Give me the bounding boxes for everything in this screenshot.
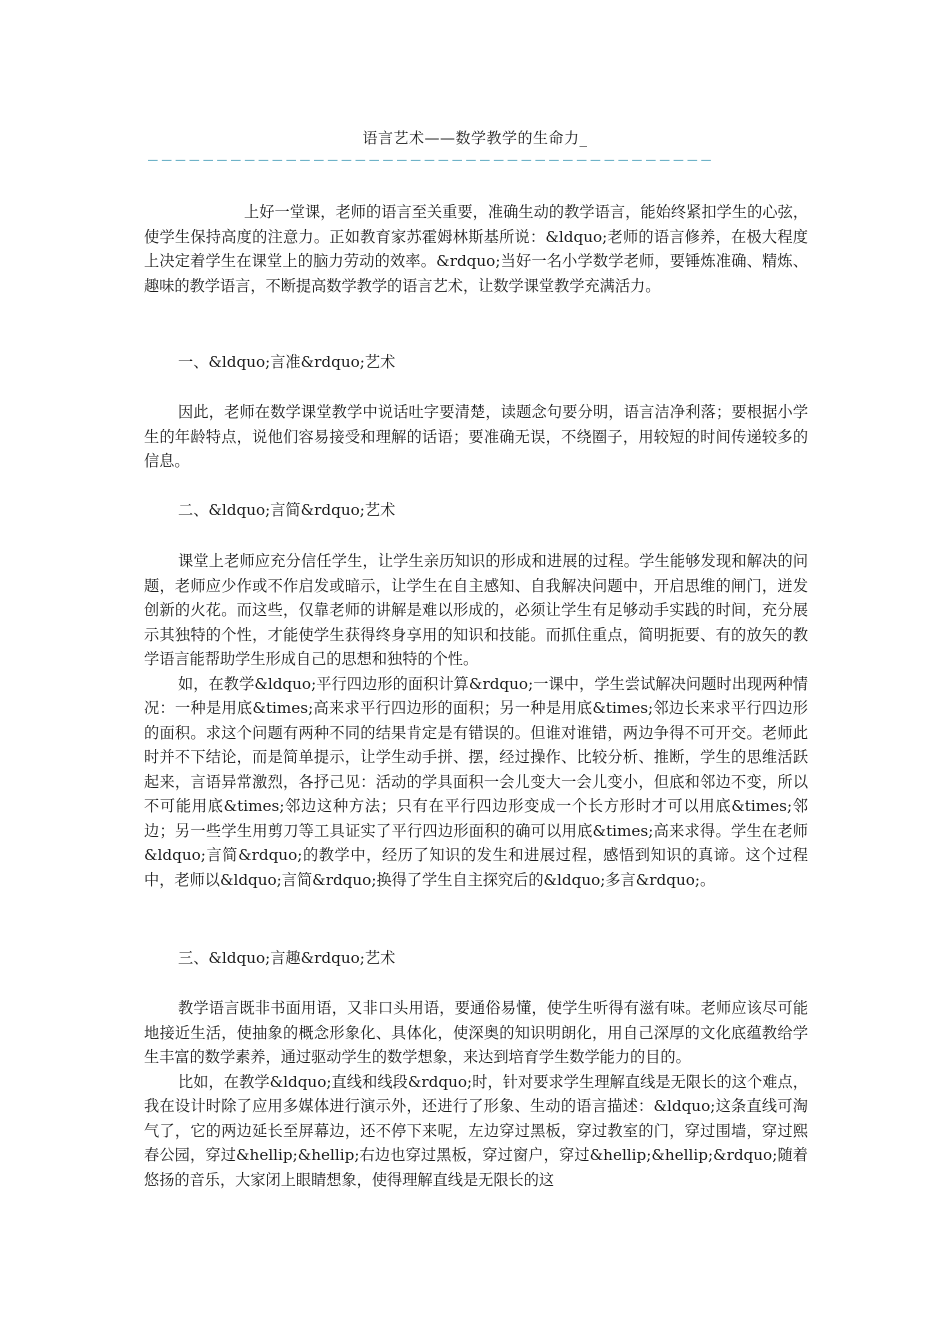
body-paragraph: 教学语言既非书面用语，又非口头用语，要通俗易懂，使学生听得有滋有味。老师应该尽可能地接近生活，使抽象的概念形象化、具体化，使深奥的知识明朗化，用自己深厚的文化底蕴教给学生丰富的数学素养，通过驱动学生的数学想象，来达到培育学生数学能力的目的。 <box>144 999 808 1066</box>
section-heading-1: 一、&ldquo;言准&rdquo;艺术 <box>178 353 396 371</box>
title-divider: ————————————————————————————————————————— <box>148 150 716 169</box>
body-paragraph: 因此，老师在数学课堂教学中说话吐字要清楚，读题念句要分明，语言洁净利落；要根据小学生的年龄特点，说他们容易接受和理解的话语；要准确无误，不绕圈子，用较短的时间传递较多的信息。 <box>144 403 808 470</box>
body-paragraph: 课堂上老师应充分信任学生，让学生亲历知识的形成和进展的过程。学生能够发现和解决的问题，老师应少作或不作启发或暗示，让学生在自主感知、自我解决问题中，开启思维的闸门，迸发创新的火花。而这些，仅靠老师的讲解是难以形成的，必须让学生有足够动手实践的时间，充分展示其独特的个性，才能使学生获得终身享用的知识和技能。而抓住重点，简明扼要、有的放矢的教学语言能帮助学生形成自己的思想和独特的个性。 <box>144 552 808 668</box>
intro-paragraph: 上好一堂课，老师的语言至关重要，准确生动的教学语言，能始终紧扣学生的心弦，使学生保持高度的注意力。正如教育家苏霍姆林斯基所说：&ldquo;老师的语言修养，在极大程度上决定着学生在课堂上的脑力劳动的效率。&rdquo;当好一名小学数学老师，要锤炼准确、精炼、趣味的教学语言，不断提高数学教学的语言艺术，让数学课堂教学充满活力。 <box>144 203 808 295</box>
section-1-body <box>144 400 808 474</box>
section-2-body <box>144 549 808 892</box>
document-title: 语言艺术——数学教学的生命力_ <box>362 129 588 147</box>
section-heading-2: 二、&ldquo;言简&rdquo;艺术 <box>178 501 396 519</box>
section-3-body <box>144 996 808 1192</box>
section-heading-3: 三、&ldquo;言趣&rdquo;艺术 <box>178 949 396 967</box>
body-paragraph: 比如，在教学&ldquo;直线和线段&rdquo;时，针对要求学生理解直线是无限长的这个难点，我在设计时除了应用多媒体进行演示外，还进行了形象、生动的语言描述：&ldquo;这条直线可淘气了，它的两边延长至屏幕边，还不停下来呢，左边穿过黑板，穿过教室的门，穿过围墙，穿过熙春公园，穿过&hellip;&hellip;右边也穿过黑板，穿过窗户，穿过&hellip;&hellip;&rdquo;随着悠扬的音乐，大家闭上眼睛想象，使得理解直线是无限长的这 <box>144 1072 808 1189</box>
body-paragraph: 如，在教学&ldquo;平行四边形的面积计算&rdquo;一课中，学生尝试解决问题时出现两种情况：一种是用底&times;高来求平行四边形的面积；另一种是用底&times;邻边长来求平行四边形的面积。求这个问题有两种不同的结果肯定是有错误的。但谁对谁错，两边争得不可开交。老师此时并不下结论，而是简单提示，让学生动手拼、摆，经过操作、比较分析、推断，学生的思维活跃起来，言语异常激烈，各抒己见：活动的学具面积一会儿变大一会儿变小，但底和邻边不变，所以不可能用底&times;邻边这种方法；只有在平行四边形变成一个长方形时才可以用底&times;邻边；另一些学生用剪刀等工具证实了平行四边形面积的确可以用底&times;高来求得。学生在老师&ldquo;言简&rdquo;的教学中，经历了知识的发生和进展过程，感悟到知识的真谛。这个过程中，老师以&ldquo;言简&rdquo;换得了学生自主探究后的&ldquo;多言&rdquo;。 <box>144 674 808 889</box>
intro-paragraph-block <box>144 200 808 298</box>
